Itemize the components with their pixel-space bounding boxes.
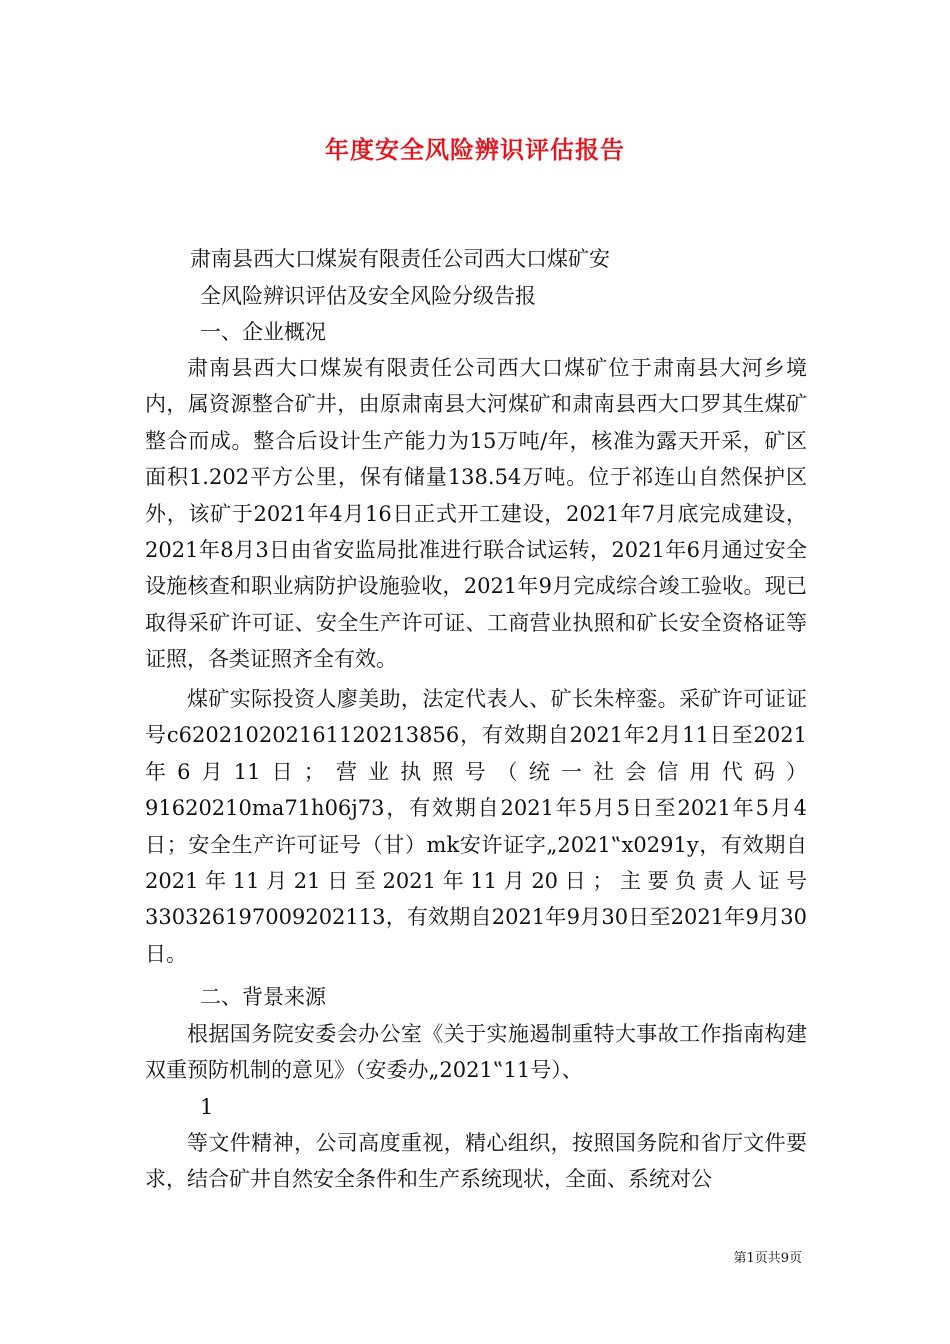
section-1-paragraph-1: 肃南县西大口煤炭有限责任公司西大口煤矿位于肃南县大河乡境内，属资源整合矿井，由原肃南县大河煤矿和肃南县西大口罗其生煤矿整合而成。整合后设计生产能力为15万吨/年，核准为露天开采，矿区面积1.202平方公里，保有储量138.54万吨。位于祁连山自然保护区外，该矿于2021年4月16日正式开工建设，2021年7月底完成建设，2021年8月3日由省安监局批准进行联合试运转，2021年6月通过安全设施核查和职业病防护设施验收，2021年9月完成综合竣工验收。现已取得采矿许可证、安全生产许可证、工商营业执照和矿长安全资格证等证照，各类证照齐全有效。: [145, 356, 807, 672]
subtitle-line-1: 肃南县西大口煤炭有限责任公司西大口煤矿安: [190, 247, 610, 271]
section-1-paragraph-2: 煤矿实际投资人廖美助，法定代表人、矿长朱梓銮。采矿许可证证号c6202102021611202138​56，有效期自2021年2月11日至2021年6月11日；营业执照号（统一社会信用代码）91620210ma71h06j73，有效期自2021年5月5日至2021年5月4日；安全生产许可证号（甘）mk安许证字„2021‟x0291y，有效期自2021年11月21日至2021年11月20日；主要负责人证号330326197009202113，有效期自2021年9月30日至2021年9月30日。: [145, 687, 807, 966]
section-2-paragraph-2: 等文件精神，公司高度重视，精心组织，按照国务院和省厅文件要求，结合矿井自然安全条件和生产系统现状，全面、系统对公: [145, 1131, 807, 1192]
page-marker: 1: [200, 1095, 214, 1119]
section-2-paragraph-1: 根据国务院安委会办公室《关于实施遏制重特大事故工作指南构建双重预防机制的意见》（安委办„2021‟11号）、: [145, 1022, 807, 1083]
subtitle-line-2: 全风险辨识评估及安全风险分级告报: [200, 284, 536, 308]
section-1-heading: 一、企业概况: [200, 320, 326, 344]
document-title: 年度安全风险辨识评估报告: [325, 135, 625, 164]
section-2-heading: 二、背景来源: [200, 985, 326, 1009]
page-footer: 第1页共9页: [733, 1251, 802, 1266]
